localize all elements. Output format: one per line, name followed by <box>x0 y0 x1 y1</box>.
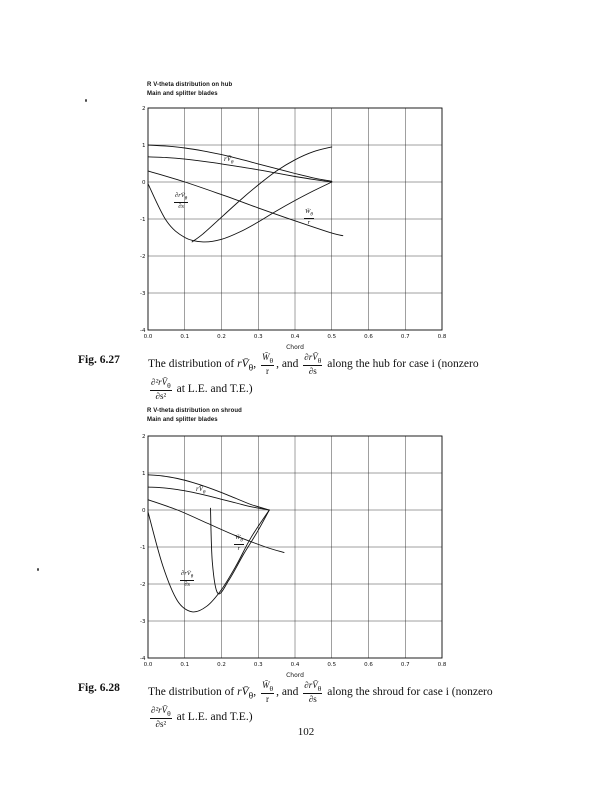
shroud-curve-label-wtheta-r <box>234 534 244 552</box>
fraction-numerator <box>174 192 188 203</box>
theta-subscript: θ <box>190 574 194 580</box>
shroud-chart-title <box>147 407 242 424</box>
fraction-numerator <box>180 570 194 581</box>
svg-text:-4: -4 <box>140 656 146 662</box>
theta-subscript: θ <box>269 355 274 365</box>
figure-label: Fig. 6.27 <box>78 354 120 366</box>
fraction-denominator: r <box>307 218 311 226</box>
fraction-numerator <box>150 705 172 719</box>
fig-6-28-caption <box>78 680 598 730</box>
fraction-denominator: ∂s² <box>155 391 167 402</box>
rvtheta-text: rV̄ <box>224 155 231 163</box>
second-derivative-fraction <box>150 377 172 402</box>
caption-segment: , <box>253 358 259 371</box>
shroud-chart <box>132 430 452 682</box>
svg-text:0.3: 0.3 <box>253 334 263 340</box>
fraction-denominator: ∂s <box>184 580 190 588</box>
fraction-numerator <box>304 208 314 219</box>
theta-subscript: θ <box>248 690 254 702</box>
caption-segment: , <box>253 686 259 699</box>
svg-text:1: 1 <box>142 143 146 149</box>
svg-text:0.6: 0.6 <box>364 334 373 340</box>
numerator-text: ∂rV̄ <box>304 680 318 690</box>
theta-subscript: θ <box>310 212 313 218</box>
theta-subscript: θ <box>248 362 254 374</box>
fraction-denominator: r <box>266 366 270 377</box>
svg-text:-4: -4 <box>140 328 146 334</box>
rvtheta-symbol <box>196 485 206 496</box>
numerator-text: W̄ <box>235 534 241 541</box>
caption-segment: The distribution of <box>148 686 238 699</box>
fraction-numerator <box>261 352 274 366</box>
rvtheta-symbol <box>224 155 234 166</box>
svg-text:1: 1 <box>142 471 146 477</box>
numerator-text: ∂²rV̄ <box>151 704 168 715</box>
svg-text:Chord: Chord <box>286 672 304 679</box>
fraction-denominator: ∂s <box>178 202 184 210</box>
numerator-text: W̄ <box>305 208 311 215</box>
drvtheta-ds-fraction <box>180 570 194 588</box>
svg-text:2: 2 <box>142 434 146 440</box>
theta-subscript: θ <box>317 355 322 365</box>
hub-curve-label-rvtheta <box>224 155 233 165</box>
shroud-curve-label-rvtheta <box>196 485 205 495</box>
numerator-text: ∂²rV̄ <box>151 376 168 387</box>
wtheta-r-fraction <box>261 352 274 377</box>
caption-segment: , and <box>276 686 302 699</box>
hub-chart-title-line2: Main and splitter blades <box>147 90 218 97</box>
drvtheta-ds-fraction <box>303 352 322 377</box>
svg-text:Chord: Chord <box>286 344 304 351</box>
svg-text:-1: -1 <box>140 217 146 223</box>
numerator-text: ∂rV̄ <box>181 570 191 577</box>
svg-text:0.2: 0.2 <box>217 334 226 340</box>
svg-text:0.0: 0.0 <box>143 334 153 340</box>
theta-subscript: θ <box>167 380 171 390</box>
rvtheta-text: rV̄ <box>237 358 249 371</box>
rvtheta-text: rV̄ <box>237 686 249 699</box>
numerator-text: W̄ <box>261 680 270 690</box>
fraction-denominator: r <box>266 694 270 705</box>
figure-label: Fig. 6.28 <box>78 682 120 694</box>
rvtheta-symbol <box>237 358 254 374</box>
svg-text:2: 2 <box>142 106 146 112</box>
hub-chart <box>132 102 452 354</box>
caption-segment: along the shroud for case i (nonzero <box>324 686 493 699</box>
svg-text:0: 0 <box>142 508 146 514</box>
fig-6-27-caption <box>78 352 598 402</box>
drvtheta-ds-fraction <box>303 680 322 705</box>
fraction-numerator <box>261 680 274 694</box>
svg-text:0.0: 0.0 <box>143 662 153 668</box>
rvtheta-symbol <box>237 686 254 702</box>
fraction-numerator <box>234 534 244 545</box>
svg-text:0: 0 <box>142 180 146 186</box>
svg-text:0.8: 0.8 <box>437 662 447 668</box>
caption-text <box>148 352 598 402</box>
caption-segment: at L.E. and T.E.) <box>173 382 253 395</box>
svg-text:0.5: 0.5 <box>327 334 337 340</box>
fraction-denominator: ∂s <box>308 366 317 377</box>
shroud-chart-title-line2: Main and splitter blades <box>147 416 218 423</box>
fraction-denominator: ∂s <box>308 694 317 705</box>
shroud-chart-area <box>132 430 452 682</box>
theta-subscript: θ <box>240 538 243 544</box>
hub-curve-label-wtheta-r <box>304 208 314 226</box>
numerator-text: ∂rV̄ <box>175 192 185 199</box>
fraction-numerator <box>303 352 322 366</box>
svg-text:0.4: 0.4 <box>290 662 300 668</box>
caption-segment: at L.E. and T.E.) <box>173 710 253 723</box>
svg-text:-2: -2 <box>140 254 146 260</box>
hub-chart-area <box>132 102 452 354</box>
fraction-numerator <box>303 680 322 694</box>
theta-subscript: θ <box>203 490 206 496</box>
drvtheta-ds-fraction <box>174 192 188 210</box>
rvtheta-text: rV̄ <box>196 485 203 493</box>
caption-segment: , and <box>276 358 302 371</box>
theta-subscript: θ <box>269 683 274 693</box>
theta-subscript: θ <box>317 683 322 693</box>
shroud-curve-label-drvtheta-ds <box>180 570 194 588</box>
numerator-text: W̄ <box>261 352 270 362</box>
page-number: 102 <box>297 726 315 738</box>
caption-text <box>148 680 598 730</box>
shroud-chart-title-line1: R V-theta distribution on shroud <box>147 408 242 414</box>
theta-subscript: θ <box>167 708 171 718</box>
scan-speck <box>37 568 39 571</box>
theta-subscript: θ <box>231 160 234 166</box>
svg-text:0.6: 0.6 <box>364 662 373 668</box>
svg-text:0.7: 0.7 <box>400 662 410 668</box>
hub-chart-title <box>147 81 232 98</box>
svg-text:0.4: 0.4 <box>290 334 300 340</box>
caption-segment: The distribution of <box>148 358 238 371</box>
numerator-text: ∂rV̄ <box>304 352 318 362</box>
svg-text:0.8: 0.8 <box>437 334 447 340</box>
svg-text:-2: -2 <box>140 582 146 588</box>
svg-text:0.7: 0.7 <box>400 334 410 340</box>
svg-text:-1: -1 <box>140 545 146 551</box>
scan-speck <box>85 99 87 102</box>
hub-chart-title-line1: R V-theta distribution on hub <box>147 82 233 88</box>
svg-text:0.2: 0.2 <box>217 662 226 668</box>
fraction-denominator: r <box>237 544 241 552</box>
svg-text:0.1: 0.1 <box>180 334 190 340</box>
svg-text:0.3: 0.3 <box>253 662 263 668</box>
svg-text:0.1: 0.1 <box>180 662 190 668</box>
svg-text:-3: -3 <box>140 291 146 297</box>
theta-subscript: θ <box>184 196 188 202</box>
wtheta-r-fraction <box>261 680 274 705</box>
fraction-denominator: ∂s² <box>155 719 167 730</box>
fraction-numerator <box>150 377 172 391</box>
wtheta-r-fraction <box>304 208 314 226</box>
hub-curve-label-drvtheta-ds <box>174 192 188 210</box>
caption-segment: along the hub for case i (nonzero <box>324 358 479 371</box>
wtheta-r-fraction <box>234 534 244 552</box>
svg-text:0.5: 0.5 <box>327 662 337 668</box>
svg-text:-3: -3 <box>140 619 146 625</box>
